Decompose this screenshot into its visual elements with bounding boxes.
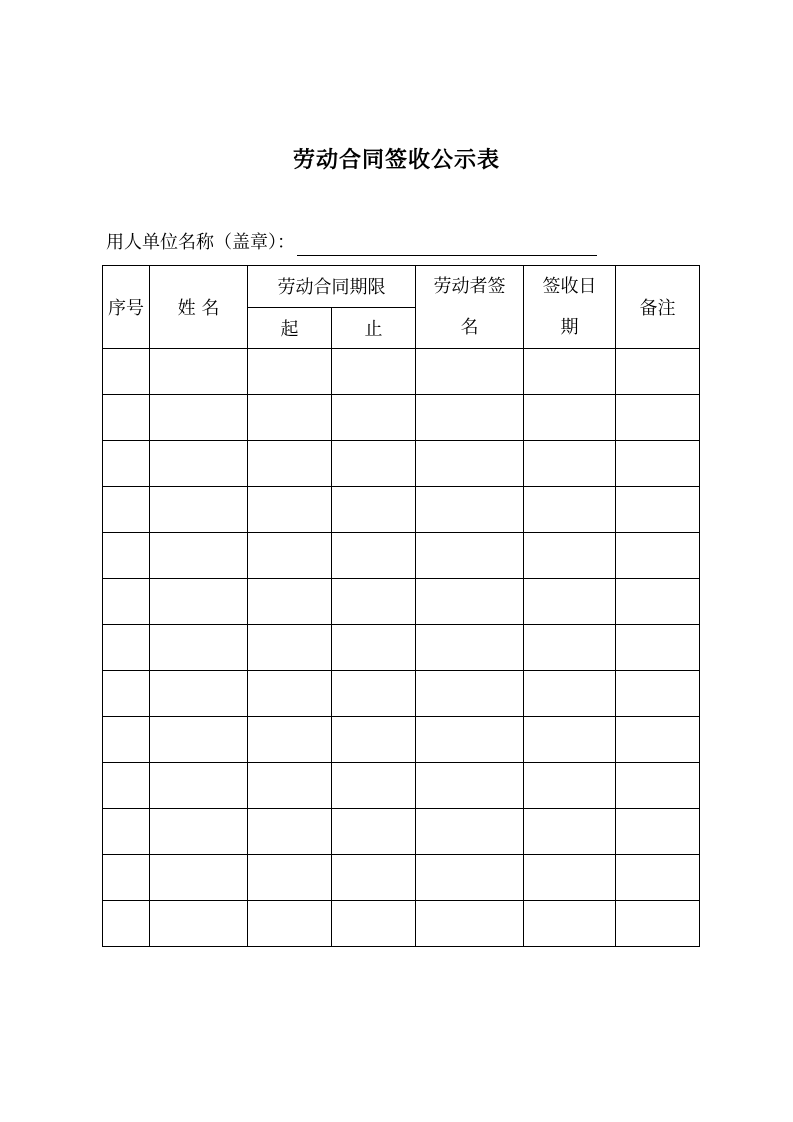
cell-name[interactable]: [150, 349, 248, 395]
cell-remarks[interactable]: [616, 349, 700, 395]
cell-signature[interactable]: [416, 625, 524, 671]
table-row: [103, 395, 700, 441]
table-row: [103, 671, 700, 717]
page-title: 劳动合同签收公示表: [292, 147, 500, 173]
cell-index[interactable]: [103, 487, 150, 533]
cell-name[interactable]: [150, 717, 248, 763]
table-row: [103, 763, 700, 809]
cell-end[interactable]: [332, 763, 416, 809]
unit-name-label: 用人单位名称（盖章）：: [106, 232, 295, 253]
cell-index[interactable]: [103, 855, 150, 901]
cell-index[interactable]: [103, 579, 150, 625]
cell-date[interactable]: [524, 395, 616, 441]
cell-end[interactable]: [332, 487, 416, 533]
table-row: [103, 487, 700, 533]
cell-date[interactable]: [524, 717, 616, 763]
cell-date[interactable]: [524, 441, 616, 487]
unit-name-field[interactable]: [297, 233, 597, 256]
cell-signature[interactable]: [416, 349, 524, 395]
cell-signature[interactable]: [416, 855, 524, 901]
cell-start[interactable]: [248, 349, 332, 395]
cell-name[interactable]: [150, 487, 248, 533]
cell-start[interactable]: [248, 579, 332, 625]
cell-date[interactable]: [524, 533, 616, 579]
cell-signature[interactable]: [416, 395, 524, 441]
cell-index[interactable]: [103, 395, 150, 441]
unit-name-line: [106, 230, 597, 256]
cell-name[interactable]: [150, 901, 248, 947]
cell-remarks[interactable]: [616, 855, 700, 901]
cell-start[interactable]: [248, 625, 332, 671]
header-index: 序号: [103, 266, 150, 349]
cell-name[interactable]: [150, 579, 248, 625]
cell-end[interactable]: [332, 579, 416, 625]
cell-remarks[interactable]: [616, 901, 700, 947]
cell-start[interactable]: [248, 855, 332, 901]
cell-index[interactable]: [103, 671, 150, 717]
table-row: [103, 349, 700, 395]
header-signature-line2: 名: [460, 317, 479, 338]
cell-date[interactable]: [524, 579, 616, 625]
table-row: [103, 625, 700, 671]
table-row: [103, 441, 700, 487]
table-row: [103, 901, 700, 947]
cell-remarks[interactable]: [616, 441, 700, 487]
cell-end[interactable]: [332, 395, 416, 441]
cell-end[interactable]: [332, 717, 416, 763]
cell-remarks[interactable]: [616, 763, 700, 809]
cell-start[interactable]: [248, 763, 332, 809]
cell-date[interactable]: [524, 855, 616, 901]
cell-signature[interactable]: [416, 809, 524, 855]
cell-index[interactable]: [103, 809, 150, 855]
cell-index[interactable]: [103, 441, 150, 487]
header-signature-line1: 劳动者签: [433, 276, 506, 297]
header-signoff-date: [524, 266, 616, 349]
cell-signature[interactable]: [416, 579, 524, 625]
cell-remarks[interactable]: [616, 533, 700, 579]
header-remarks: 备注: [616, 266, 700, 349]
table-row: [103, 579, 700, 625]
cell-start[interactable]: [248, 671, 332, 717]
cell-name[interactable]: [150, 625, 248, 671]
cell-start[interactable]: [248, 533, 332, 579]
cell-remarks[interactable]: [616, 579, 700, 625]
cell-remarks[interactable]: [616, 487, 700, 533]
cell-name[interactable]: [150, 533, 248, 579]
cell-start[interactable]: [248, 395, 332, 441]
cell-end[interactable]: [332, 625, 416, 671]
table-row: [103, 533, 700, 579]
cell-index[interactable]: [103, 349, 150, 395]
table-body: [103, 349, 700, 947]
cell-end[interactable]: [332, 855, 416, 901]
header-date-line1: 签收日: [542, 276, 597, 297]
header-contract-period: 劳动合同期限: [248, 266, 416, 308]
table-row: [103, 717, 700, 763]
cell-end[interactable]: [332, 441, 416, 487]
cell-name[interactable]: [150, 855, 248, 901]
cell-signature[interactable]: [416, 901, 524, 947]
cell-name[interactable]: [150, 809, 248, 855]
header-period-start: 起: [248, 307, 332, 349]
signoff-table: [102, 265, 700, 947]
cell-signature[interactable]: [416, 717, 524, 763]
cell-signature[interactable]: [416, 671, 524, 717]
cell-end[interactable]: [332, 671, 416, 717]
cell-date[interactable]: [524, 901, 616, 947]
cell-name[interactable]: [150, 671, 248, 717]
cell-index[interactable]: [103, 901, 150, 947]
cell-end[interactable]: [332, 349, 416, 395]
header-period-end: 止: [332, 307, 416, 349]
cell-date[interactable]: [524, 625, 616, 671]
cell-index[interactable]: [103, 533, 150, 579]
cell-index[interactable]: [103, 763, 150, 809]
cell-remarks[interactable]: [616, 671, 700, 717]
cell-remarks[interactable]: [616, 625, 700, 671]
cell-start[interactable]: [248, 809, 332, 855]
cell-date[interactable]: [524, 349, 616, 395]
header-name: 姓 名: [150, 266, 248, 349]
header-signature: [416, 266, 524, 349]
table-row: [103, 855, 700, 901]
cell-start[interactable]: [248, 901, 332, 947]
cell-remarks[interactable]: [616, 717, 700, 763]
cell-date[interactable]: [524, 809, 616, 855]
cell-signature[interactable]: [416, 763, 524, 809]
cell-start[interactable]: [248, 487, 332, 533]
cell-start[interactable]: [248, 441, 332, 487]
table-header: [103, 266, 700, 349]
cell-date[interactable]: [524, 763, 616, 809]
cell-end[interactable]: [332, 533, 416, 579]
cell-start[interactable]: [248, 717, 332, 763]
cell-remarks[interactable]: [616, 395, 700, 441]
cell-index[interactable]: [103, 717, 150, 763]
cell-end[interactable]: [332, 901, 416, 947]
cell-remarks[interactable]: [616, 809, 700, 855]
cell-date[interactable]: [524, 487, 616, 533]
table-row: [103, 809, 700, 855]
cell-name[interactable]: [150, 395, 248, 441]
cell-name[interactable]: [150, 441, 248, 487]
cell-index[interactable]: [103, 625, 150, 671]
cell-name[interactable]: [150, 763, 248, 809]
cell-signature[interactable]: [416, 487, 524, 533]
cell-date[interactable]: [524, 671, 616, 717]
cell-signature[interactable]: [416, 533, 524, 579]
cell-signature[interactable]: [416, 441, 524, 487]
cell-end[interactable]: [332, 809, 416, 855]
header-date-line2: 期: [560, 317, 579, 338]
